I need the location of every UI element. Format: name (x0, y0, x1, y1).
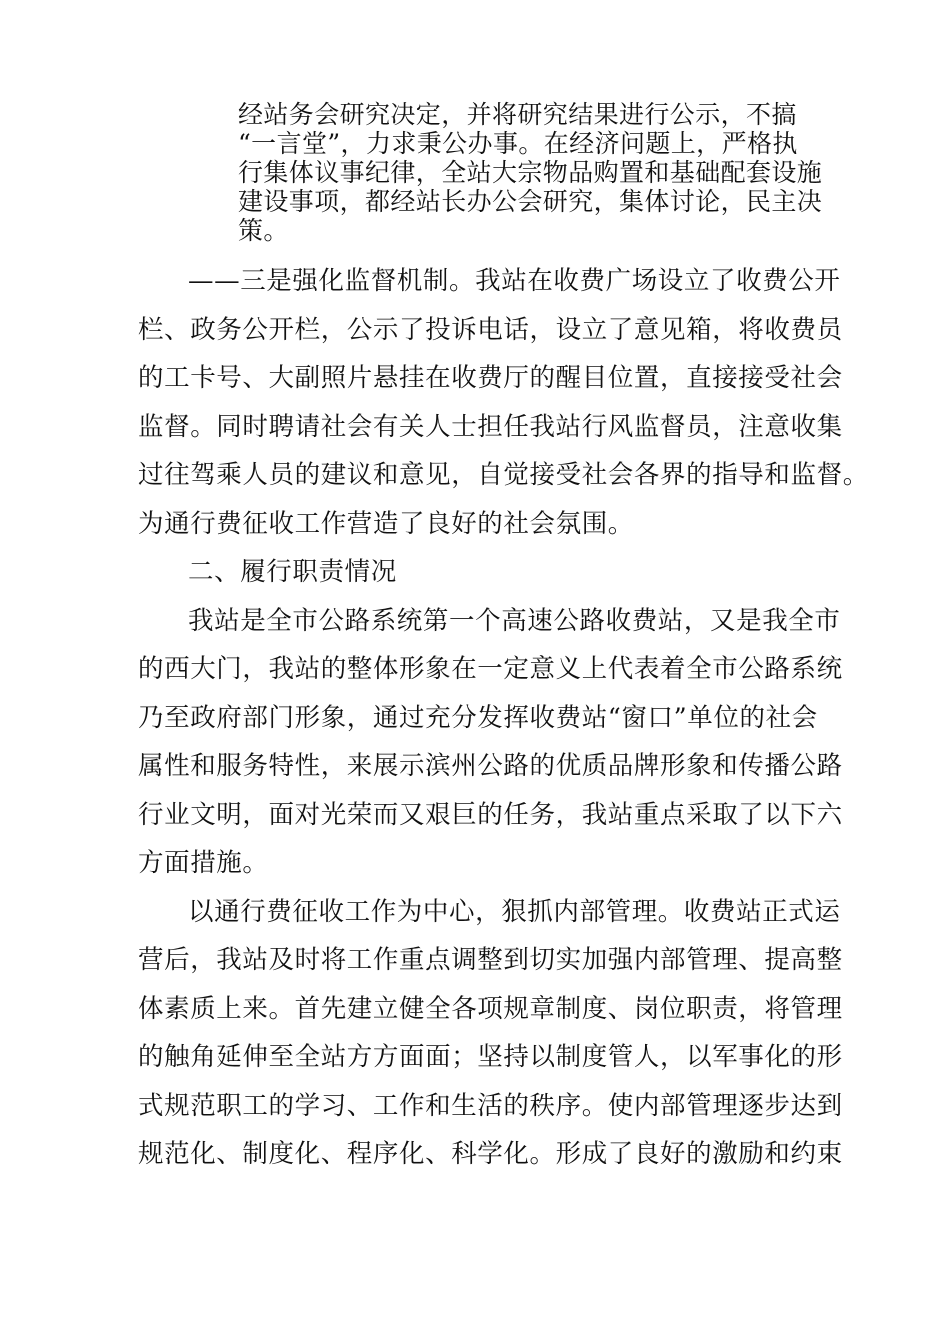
quote-line: 行集体议事纪律，全站大宗物品购置和基础配套设施 (238, 158, 823, 187)
paragraph-line: 体素质上来。首先建立健全各项规章制度、岗位职责，将管理 (138, 993, 843, 1024)
paragraph-line: 规范化、制度化、程序化、科学化。形成了良好的激励和约束 (138, 1139, 843, 1169)
paragraph-line: 过往驾乘人员的建议和意见，自觉接受社会各界的指导和监督。 (138, 460, 869, 490)
paragraph-line: 式规范职工的学习、工作和生活的秩序。使内部管理逐步达到 (138, 1090, 843, 1121)
paragraph-line: 为通行费征收工作营造了良好的社会氛围。 (138, 508, 634, 539)
quote-line: 建设事项，都经站长办公会研究，集体讨论，民主决 (238, 187, 823, 216)
paragraph-line: 栏、政务公开栏，公示了投诉电话，设立了意见箱，将收费员 (138, 314, 843, 345)
document-body (138, 257, 938, 1179)
quote-line: 经站务会研究决定，并将研究结果进行公示，不搞 (238, 100, 797, 129)
indented-quote-block (238, 100, 838, 245)
paragraph-supervision (138, 257, 938, 548)
paragraph-line: 的触角延伸至全站方方面面；坚持以制度管人，以军事化的形 (138, 1042, 843, 1072)
paragraph-management (138, 888, 938, 1179)
paragraph-line: 以通行费征收工作为中心，狠抓内部管理。收费站正式运 (188, 896, 841, 927)
paragraph-line: 营后，我站及时将工作重点调整到切实加强内部管理、提高整 (138, 945, 843, 975)
section-heading (138, 548, 938, 597)
paragraph-line: ——三是强化监督机制。我站在收费广场设立了收费公开 (188, 266, 841, 296)
quote-line: 策。 (238, 216, 289, 245)
paragraph-line: 行业文明，面对光荣而又艰巨的任务，我站重点采取了以下六 (138, 799, 843, 830)
paragraph-line: 的工卡号、大副照片悬挂在收费厅的醒目位置，直接接受社会 (138, 363, 843, 393)
paragraph-line: 乃至政府部门形象，通过充分发挥收费站“窗口”单位的社会 (138, 702, 818, 733)
paragraph-duties (138, 597, 938, 888)
paragraph-line: 方面措施。 (138, 848, 269, 878)
section-heading-line: 二、履行职责情况 (188, 557, 397, 587)
paragraph-line: 监督。同时聘请社会有关人士担任我站行风监督员，注意收集 (138, 411, 843, 442)
quote-line: “一言堂”，力求秉公办事。在经济问题上，严格执 (238, 129, 798, 158)
paragraph-line: 的西大门，我站的整体形象在一定意义上代表着全市公路系统 (138, 654, 843, 684)
paragraph-line: 属性和服务特性，来展示滨州公路的优质品牌形象和传播公路 (138, 751, 843, 781)
paragraph-line: 我站是全市公路系统第一个高速公路收费站，又是我全市 (188, 605, 841, 636)
